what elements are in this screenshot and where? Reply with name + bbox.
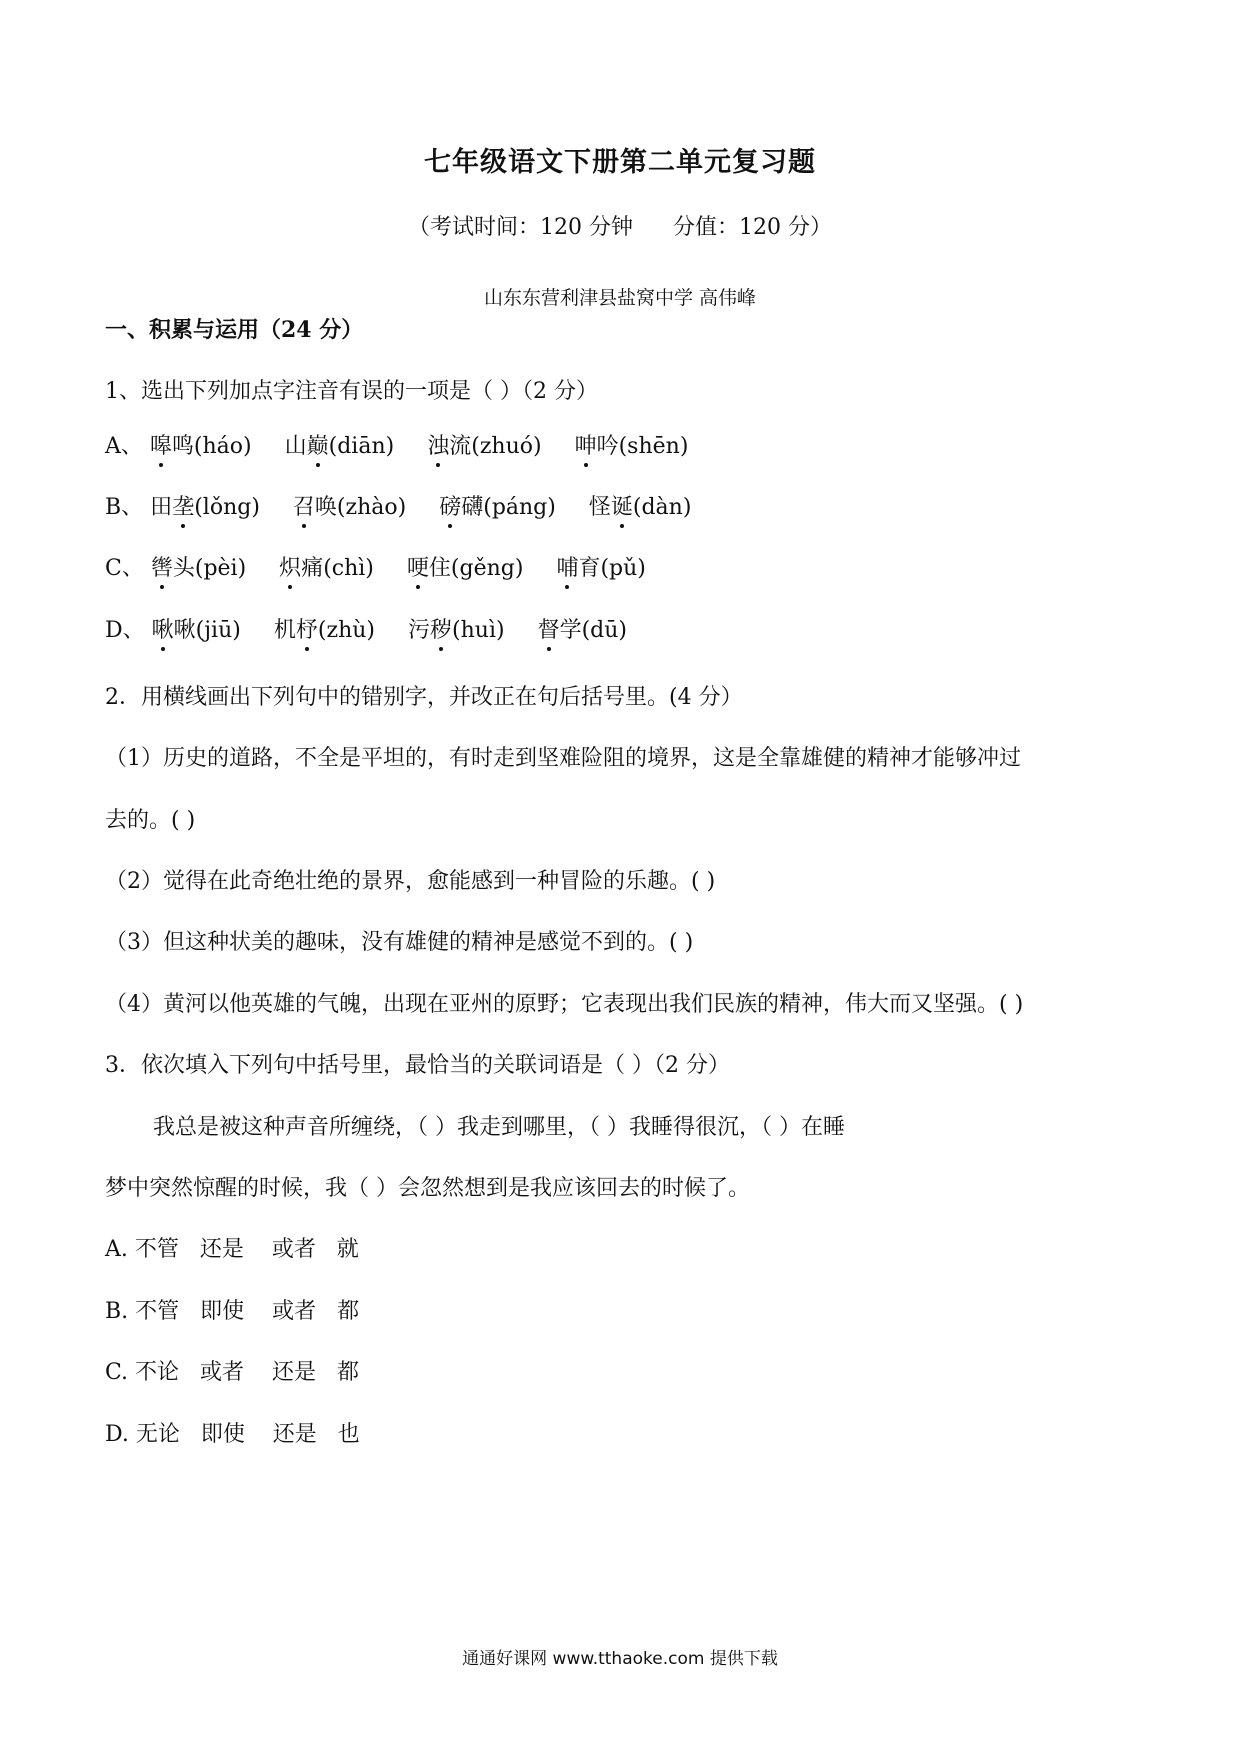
question-2-sentence-1-cont: 去的。( ) (105, 808, 196, 833)
question-1-option-d (105, 613, 653, 644)
question-2-sentence-3: （3）但这种状美的趣味，没有雄健的精神是感觉不到的。( ) (105, 930, 694, 955)
dotted-char: 秽 (430, 613, 452, 644)
option-item: 田垄(lǒng) (150, 490, 260, 521)
option-item: 哽住(gěng) (407, 551, 524, 582)
question-1-option-c (105, 551, 672, 582)
option-item: 辔头(pèi) (151, 551, 246, 582)
dotted-char: 嗥 (150, 429, 172, 460)
option-label: D、 (105, 618, 145, 643)
dotted-char: 诞 (611, 490, 633, 521)
dotted-char: 呻 (575, 429, 597, 460)
option-item: 山巅(diān) (285, 429, 395, 460)
footer-credit: 通通好课网 www.tthaoke.com 提供下载 (462, 1649, 778, 1669)
question-3-passage-line-1: 我总是被这种声音所缠绕，（ ）我走到哪里，（ ）我睡得很沉，（ ）在睡 (153, 1115, 845, 1140)
dotted-char: 啾 (152, 613, 174, 644)
option-label: B、 (105, 495, 144, 520)
dotted-char: 巅 (307, 429, 329, 460)
option-item: 污秽(huì) (408, 613, 505, 644)
option-item: 浊流(zhuó) (427, 429, 541, 460)
dotted-char: 督 (538, 613, 560, 644)
exam-score: 分值：120 分） (673, 215, 832, 240)
question-3-stem: 3．依次填入下列句中括号里，最恰当的关联词语是（ ）（2 分） (105, 1053, 730, 1078)
author-line: 山东东营利津县盐窝中学 高伟峰 (483, 287, 757, 309)
question-2-sentence-4: （4）黄河以他英雄的气魄，出现在亚州的原野；它表现出我们民族的精神，伟大而又坚强。( ) (105, 992, 1024, 1017)
section-heading: 一、积累与运用（24 分） (105, 317, 364, 343)
question-1-option-a (105, 429, 714, 460)
option-item: 哺育(pǔ) (556, 551, 645, 582)
question-3-option-a: A. 不管 还是 或者 就 (105, 1237, 359, 1262)
question-3-passage-line-2: 梦中突然惊醒的时候，我（ ）会忽然想到是我应该回去的时候了。 (105, 1176, 750, 1201)
document-title: 七年级语文下册第二单元复习题 (424, 147, 816, 178)
question-2-stem: 2．用横线画出下列句中的错别字，并改正在句后括号里。(4 分） (105, 685, 743, 710)
dotted-char: 磅 (439, 490, 461, 521)
question-3-option-c: C. 不论 或者 还是 都 (105, 1360, 359, 1385)
dotted-char: 召 (293, 490, 315, 521)
question-2-sentence-2: （2）觉得在此奇绝壮绝的景界，愈能感到一种冒险的乐趣。( ) (105, 869, 716, 894)
dotted-char: 浊 (427, 429, 449, 460)
option-item: 召唤(zhào) (293, 490, 406, 521)
option-item: 炽痛(chì) (279, 551, 374, 582)
dotted-char: 哽 (407, 551, 429, 582)
question-3-option-d: D. 无论 即使 还是 也 (105, 1422, 360, 1447)
option-item: 磅礴(páng) (439, 490, 556, 521)
option-label: A、 (105, 434, 143, 459)
option-item: 嗥鸣(háo) (150, 429, 252, 460)
dotted-char: 辔 (151, 551, 173, 582)
dotted-char: 杼 (296, 613, 318, 644)
option-item: 机杼(zhù) (274, 613, 375, 644)
option-item: 督学(dū) (538, 613, 627, 644)
question-1-option-b (105, 490, 717, 521)
option-label: C、 (105, 556, 144, 581)
question-2-sentence-1: （1）历史的道路，不全是平坦的，有时走到坚难险阻的境界，这是全靠雄健的精神才能够冲过 (105, 746, 1022, 771)
option-item: 呻吟(shēn) (575, 429, 689, 460)
dotted-char: 哺 (556, 551, 578, 582)
dotted-char: 垄 (172, 490, 194, 521)
question-1-stem: 1、选出下列加点字注音有误的一项是（ ）（2 分） (105, 379, 598, 404)
dotted-char: 炽 (279, 551, 301, 582)
exam-info (0, 210, 1240, 241)
question-3-option-b: B. 不管 即使 或者 都 (105, 1299, 360, 1324)
option-item: 怪诞(dàn) (589, 490, 692, 521)
exam-time: （考试时间：120 分钟 (408, 215, 633, 240)
option-item: 啾啾(jiū) (152, 613, 241, 644)
